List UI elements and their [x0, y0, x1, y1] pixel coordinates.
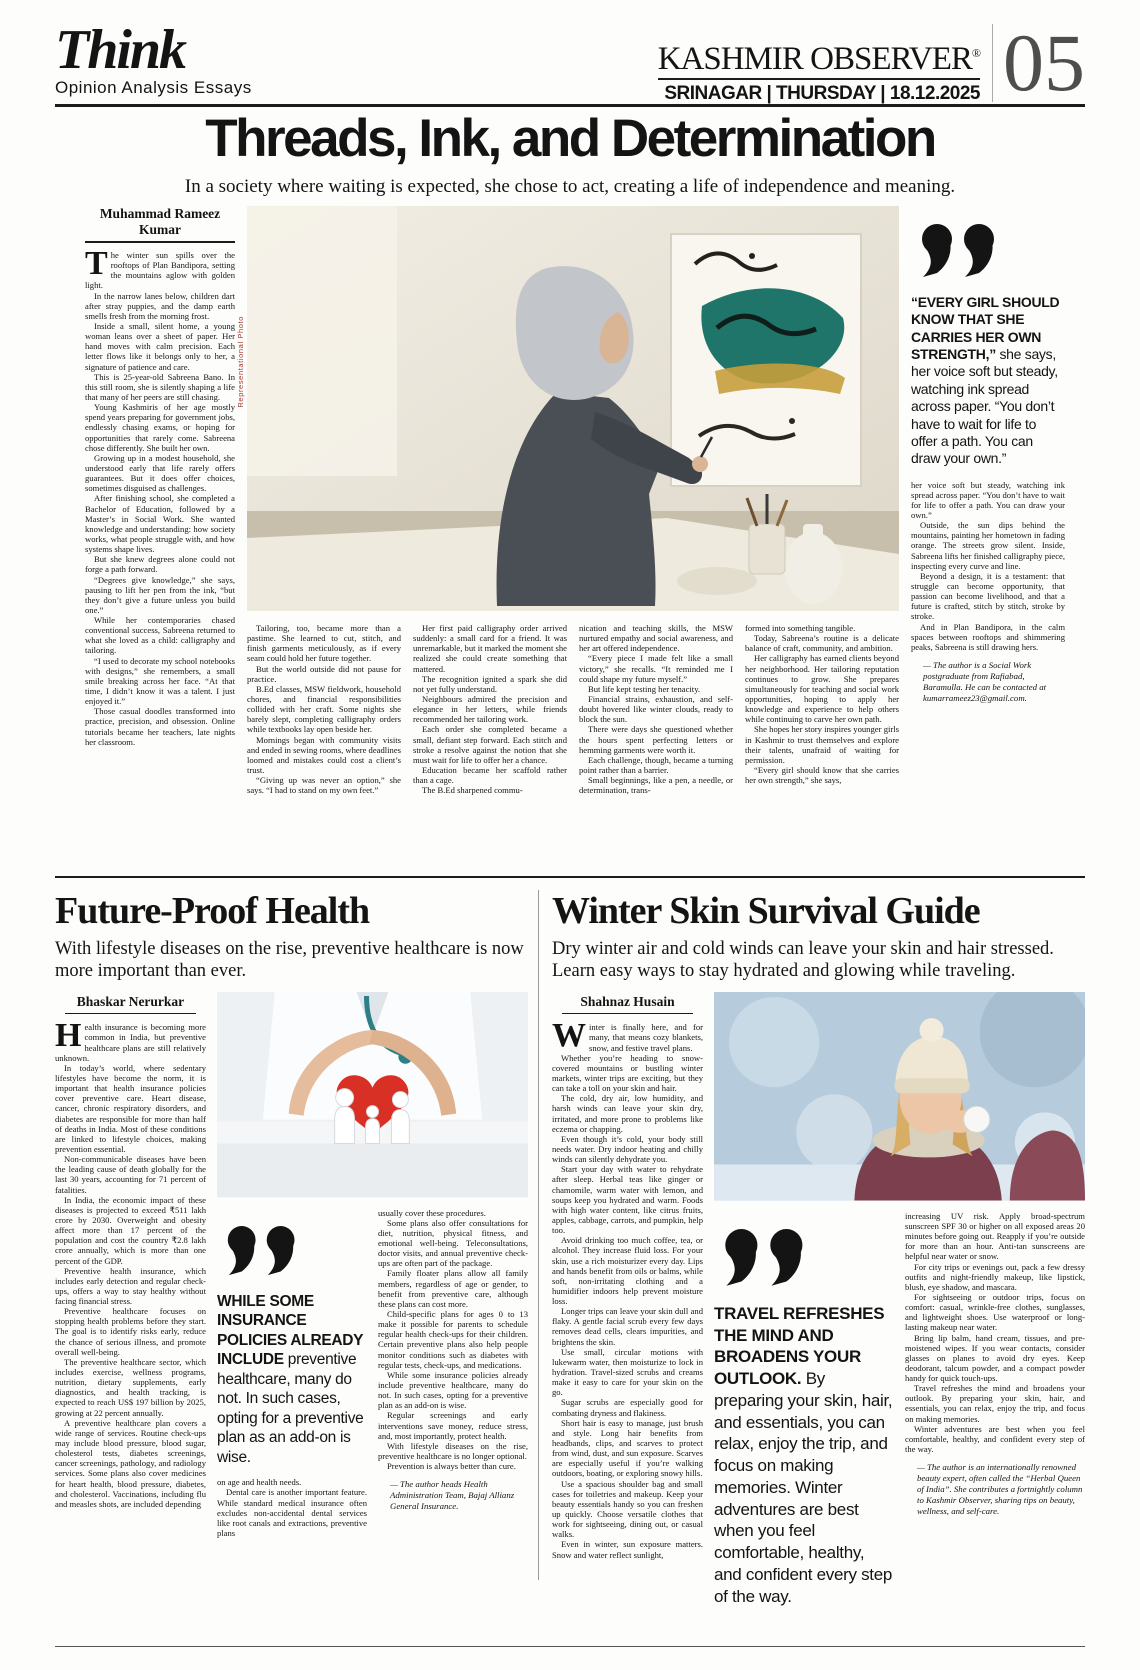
paragraph: But she knew degrees alone could not forge a path forward. — [85, 554, 235, 575]
dateline: SRINAGAR | THURSDAY | 18.12.2025 — [664, 83, 980, 104]
lead-headline: Threads, Ink, and Determination — [205, 109, 935, 168]
paragraph: While some insurance policies already include preventive healthcare, many do not. In such cases, opting for a preventive plan as an add-on is wise. — [378, 1369, 528, 1411]
lede-paragraph — [55, 1017, 206, 1063]
lede-text: inter is finally here, and for many, that means cozy blankets, snow, and festive travel plans. — [589, 1022, 703, 1053]
paragraph: Small beginnings, like a pen, a needle, or determination, trans- — [579, 775, 733, 796]
pull-quote-bold: TRAVEL REFRESHES THE MIND AND BROADENS YOUR OUTLOOK. — [714, 1303, 885, 1389]
health-column-1 — [55, 992, 206, 1538]
paragraph: Beyond a design, it is a testament: that struggle can become opportunity, that passion can become livelihood, and that a future is crafted, stitch by stitch, stroke by stroke. — [911, 570, 1065, 622]
paragraph: The recognition ignited a spark she did not yet fully understand. — [413, 673, 567, 694]
lead-column-1 — [85, 206, 235, 838]
paragraph: With lifestyle diseases on the rise, preventive healthcare is no longer optional. — [378, 1440, 528, 1461]
paragraph: Even in winter, sun exposure matters. Snow and water reflect sunlight, — [552, 1539, 703, 1560]
paragraph: For sightseeing or outdoor trips, focus on comfort: casual, wrinkle-free clothes, sunglasses, and lightweight shoes. Use waterproof or long-lasting makeup near water. — [905, 1291, 1085, 1333]
lead-column-5 — [745, 623, 899, 795]
health-photo-family-heart-hands — [217, 992, 528, 1197]
health-standfirst: With lifestyle diseases on the rise, preventive healthcare is now more important than ever. — [55, 938, 524, 982]
paragraph: “Giving up was never an option,” she says. “I had to stand on my own feet.” — [247, 775, 401, 796]
health-author-credit: — The author heads Health Administration Team, Bajaj Allianz General Insurance. — [390, 1479, 515, 1512]
paragraph: Longer trips can leave your skin dull and flaky. A gentle facial scrub every few days removes dead cells, clears impurities, and brightens the skin. — [552, 1306, 703, 1347]
paragraph: Family floater plans allow all family members, regardless of age or gender, to benefit from preventive care, although these plans can cost more. — [378, 1268, 528, 1309]
paragraph: Neighbours admired the precision and elegance in her letters, while friends recommended her tailoring work. — [413, 693, 567, 725]
paragraph: Bring lip balm, hand cream, tissues, and pre-moistened wipes. If you wear contacts, consider glasses on planes to avoid dry eyes. Keep deodorant, talcum powder, and a compact powder handy for quick touch-ups. — [905, 1332, 1085, 1384]
paragraph: Mornings began with community visits and ended in sewing rooms, where deadlines loomed and mistakes could cost a client’s trust. — [247, 734, 401, 775]
health-headline: Future-Proof Health — [55, 890, 370, 932]
paragraph: Each challenge, though, became a turning point rather than a barrier. — [579, 754, 733, 775]
paragraph: After finishing school, she completed a Bachelor of Education, followed by a Master’s in Social Work. She wanted knowledge and understanding: how society works, what people struggle with, and how systems shape lives. — [85, 493, 235, 555]
masthead-block — [657, 17, 1085, 108]
winter-column-3 — [905, 1211, 1085, 1608]
paragraph: Inside a small, silent home, a young woman leans over a sheet of paper. Her hand moves with calm precision. Each letter flows like it belongs only to her, a signature of patience and care. — [85, 320, 235, 372]
paragraph: Sugar scrubs are especially good for combating dryness and flakiness. — [552, 1397, 703, 1418]
paragraph: Her calligraphy has earned clients beyond her neighborhood. Her tailoring reputation continues to grow. She prepares simultaneously for teaching and social work opportunities, hoping to apply her knowledge and experience to help others while continuing to carve her own path. — [745, 653, 899, 725]
winter-headline: Winter Skin Survival Guide — [552, 890, 980, 932]
paragraph: Avoid drinking too much coffee, tea, or alcohol. They increase fluid loss. For your skin, use a rich moisturizer every day. Lips and hands benefit from oils or balms, while soft, non-irritating clothing and a humidifier indoors help prevent moisture loss. — [552, 1235, 703, 1307]
paragraph: Use a spacious shoulder bag and small cases for toiletries and makeup. Keep your beauty essentials handy so you can freshen up quickly. Choose versatile clothes that work for sightseeing, dining out, or casual walks. — [552, 1478, 703, 1540]
paragraph: Some plans also offer consultations for diet, nutrition, physical fitness, and emotional well-being. Teleconsultations, doctor visits, and annual preventive check-ups are often part of the package. — [378, 1217, 528, 1269]
paragraph: nication and teaching skills, the MSW nurtured empathy and social awareness, and her art offered independence. — [579, 623, 733, 654]
paragraph: Non-communicable diseases have been the leading cause of death globally for the last 30 years, accounting for 71 percent of fatalities. — [55, 1154, 206, 1195]
lead-column-2 — [247, 623, 401, 795]
lede-text: he winter sun spills over the rooftops of Plan Bandipora, setting the mountains aglow with golden light. — [85, 250, 235, 291]
paragraph: increasing UV risk. Apply broad-spectrum sunscreen SPF 30 or higher on all exposed areas 20 minutes before going out. Reapply if you’re outside for more than an hour. Anti-tan sunscreens are helpful near water or snow. — [905, 1210, 1085, 1262]
pull-quote-rest: preventive healthcare, many do not. In such cases, opting for a preventive plan as an add-on is wise. — [217, 1351, 364, 1466]
paragraph: Preventive healthcare focuses on stopping health problems before they start. The goal is to identify risks early, reduce the chance of serious illness, and promote overall well-being. — [55, 1306, 206, 1357]
health-column-3 — [378, 1208, 528, 1538]
paragraph: Even though it’s cold, your body still needs water. Dry indoor heating and chilly winds can silently dehydrate you. — [552, 1133, 703, 1165]
quote-marks-icon — [225, 1226, 301, 1278]
quote-marks-icon — [919, 224, 1001, 280]
winter-author-credit: — The author is an internationally renowned beauty expert, often called the “Herbal Queen of India”. She contributes a fortnightly column to Kashmir Observer, sharing tips on beauty, wellness, and self-care. — [917, 1462, 1083, 1517]
drop-cap: H — [55, 1017, 82, 1055]
winter-pull-quote — [714, 1303, 894, 1608]
paragraph: Use small, circular motions with lukewarm water, then moisturize to lock in hydration. Travel-sized scrubs and creams make it easy to care for your skin on the go. — [552, 1346, 703, 1398]
paper-name-text: KASHMIR OBSERVER — [657, 41, 972, 77]
paragraph: For city trips or evenings out, pack a few dressy outfits and night-friendly makeup, like lipstick, blush, eye shadow, and mascara. — [905, 1261, 1085, 1292]
masthead — [658, 36, 980, 105]
paragraph: B.Ed classes, MSW fieldwork, household chores, and financial responsibilities collided with her craft. Some nights she barely slept, completing calligraphy orders while textbooks lay open beside her. — [247, 683, 401, 735]
health-article — [55, 892, 528, 1538]
lead-rail-text — [911, 480, 1065, 652]
paragraph: “Every piece I made felt like a small victory,” she recalls. “It reminded me I could shape my future myself.” — [579, 653, 733, 684]
quote-marks-icon — [722, 1229, 810, 1289]
winter-standfirst: Dry winter air and cold winds can leave your skin and hair stressed. Learn easy ways to stay hydrated and glowing while traveling. — [552, 938, 1054, 982]
paragraph: Short hair is easy to manage, just brush and style. Long hair benefits from headbands, clips, and scarves to protect from wind, dust, and sun exposure. Scarves are especially useful if you’re walking outdoors, boating, or exploring snowy hills. — [552, 1417, 703, 1479]
winter-byline: Shahnaz Husain — [562, 994, 693, 1014]
winter-right-block — [714, 992, 1085, 1607]
health-right-block — [217, 992, 528, 1538]
lead-pull-quote-rail — [911, 206, 1065, 838]
paragraph: But the world outside did not pause for practice. — [247, 663, 401, 684]
lead-author-credit: — The author is a Social Work postgraduate from Rafiabad, Baramulla. He can be contacted at kumarrameez23@gmail.com. — [923, 659, 1047, 703]
paragraph: While her contemporaries chased conventional success, Sabreena returned to what she loved as a child: calligraphy and tailoring. — [85, 615, 235, 656]
lead-photo-calligraphy-woman — [247, 206, 899, 611]
pull-quote-bold: “EVERY GIRL SHOULD KNOW THAT SHE CARRIES HER OWN STRENGTH,” — [911, 294, 1060, 363]
page-bottom-rule — [55, 1646, 1085, 1647]
paragraph: Young Kashmiris of her age mostly spend years preparing for government jobs, endlessly chasing exams, or hoping for opportunities that rarely come. Sabreena chose differently. She built her own. — [85, 402, 235, 453]
lead-standfirst: In a society where waiting is expected, she chose to act, creating a life of independence and meaning. — [184, 176, 956, 197]
paragraph: Today, Sabreena’s routine is a delicate balance of craft, community, and ambition. — [745, 633, 899, 654]
lead-column-1-text — [85, 245, 235, 747]
paragraph: A preventive healthcare plan covers a wide range of services. Routine check-ups may include blood pressure, blood sugar, cholesterol tests, diabetes screenings, cancer screenings, pathology, and radiology services. Some plans also cover medicines for heart health, blood pressure, diabetes, and cholesterol. Vaccinations, including flu and measles shots, are included depending — [55, 1417, 206, 1509]
paragraph: Preventive health insurance, which includes early detection and regular check-ups, offers a way to stay healthy without facing financial stress. — [55, 1265, 206, 1307]
winter-quote-column — [714, 1211, 894, 1608]
paragraph: “Every girl should know that she carries her own strength,” she says, — [745, 764, 899, 786]
paragraph: Regular screenings and early interventions save money, reduce stress, and, most importantly, protect health. — [378, 1410, 528, 1441]
paragraph: Travel refreshes the mind and broadens your outlook. By preparing your skin, hair, and essentials, you can relax, enjoy the trip, and focus on making memories. — [905, 1383, 1085, 1424]
lead-column-3 — [413, 623, 567, 795]
lead-column-4 — [579, 623, 733, 795]
paragraph: Dental care is another important feature. While standard medical insurance often excludes non-accidental dental services like root canals and extractions, preventive plans — [217, 1487, 367, 1538]
paragraph: In today’s world, where sedentary lifestyles have become the norm, it is important that health insurance policies cover preventive care. Heart disease, cancer, chronic respiratory disorders, and diabetes are responsible for more than half of deaths in India. Most of these conditions are linked to lifestyle choices, making prevention essential. — [55, 1062, 206, 1154]
paragraph: Education became her scaffold rather than a cage. — [413, 764, 567, 786]
page-number: 05 — [992, 24, 1085, 102]
health-byline: Bhaskar Nerurkar — [65, 994, 196, 1014]
lead-lower-columns — [247, 623, 899, 795]
section-logo-block — [55, 19, 252, 104]
paragraph: In the narrow lanes below, children dart after stray puppies, and the damp earth smells fresh from the morning frost. — [85, 290, 235, 321]
lead-pull-quote — [911, 294, 1065, 468]
paragraph: usually cover these procedures. — [378, 1207, 486, 1218]
lede-paragraph — [552, 1017, 703, 1055]
vertical-divider-rule — [538, 890, 539, 1580]
paragraph: Child-specific plans for ages 0 to 13 make it possible for parents to schedule regular health check-ups for their children. Certain preventive plans also help people monitor conditions such as diabetes with regular tests, check-ups, and medications. — [378, 1309, 528, 1370]
paragraph: Each order she completed became a small, defiant step forward. Each stitch and stroke a resolve against the notion that she must wait for life to offer her a chance. — [413, 724, 567, 765]
paragraph: Winter adventures are best when you feel comfortable, healthy, and confident every step of the way. — [905, 1423, 1085, 1455]
paragraph: The preventive healthcare sector, which includes exercise, wellness programs, nutrition, dietary supplements, early diagnostics, and health tracking, is expected to reach US$ 197 billion by 2025, growing at 22 percent annually. — [55, 1356, 206, 1418]
paragraph: Financial strains, exhaustion, and self-doubt hovered like winter clouds, ready to block the sun. — [579, 693, 733, 725]
photo-credit: Representational Photo — [236, 316, 245, 408]
paragraph: There were days she questioned whether the hours spent perfecting letters or hemming garments were worth it. — [579, 724, 733, 755]
paragraph: The cold, dry air, low humidity, and harsh winds can leave your skin dry, irritated, and more prone to problems like eczema or chapping. — [552, 1093, 703, 1134]
lead-article-body — [85, 206, 1065, 838]
paragraph: This is 25-year-old Sabreena Bano. In this still room, she is silently shaping a life that many of her peers are still chasing. — [85, 371, 235, 402]
paragraph: on age and health needs. — [217, 1477, 302, 1488]
paragraph: her voice soft but steady, watching ink spread across paper. “You don’t have to wait for life to offer a path. You can draw your own.” — [911, 479, 1065, 521]
winter-column-1 — [552, 992, 703, 1607]
paragraph: “I used to decorate my school notebooks with designs,” she remembers, a small smile breaking across her face. “At that time, I didn’t know it was a talent. I just enjoyed it.” — [85, 655, 235, 707]
paragraph: Prevention is always better than cure. — [387, 1461, 516, 1472]
lead-byline: Muhammad Rameez Kumar — [85, 206, 235, 243]
paragraph: In India, the economic impact of these diseases is projected to exceed ₹511 lakh crore by 2030. Overweight and obesity affect more than 17 percent of the population and cost the country ₹2.8 lakh crore annually, which is more than one percent of the GDP. — [55, 1194, 206, 1266]
paragraph: And in Plan Bandipora, in the calm spaces between rooftops and shimmering peaks, Sabreena is still drawing hers. — [911, 621, 1065, 652]
winter-photo-woman-beanie — [714, 992, 1085, 1201]
pull-quote-bold: WHILE SOME INSURANCE POLICIES ALREADY INCLUDE — [217, 1292, 363, 1369]
winter-article — [552, 892, 1085, 1607]
paragraph: The B.Ed sharpened commu- — [422, 785, 523, 796]
paragraph: Her first paid calligraphy order arrived suddenly: a small card for a friend. It was unremarkable, but it marked the moment she realized she could create something that mattered. — [413, 623, 567, 674]
paper-name — [658, 36, 980, 80]
paragraph: Growing up in a modest household, she understood early that life rarely offers guarantees. But it does offer choices, sometimes disguised as challenges. — [85, 452, 235, 494]
page-header — [55, 17, 1085, 108]
paragraph: Tailoring, too, became more than a pastime. She learned to cut, stitch, and finish garments meticulously, as if every seam could hold her future together. — [247, 623, 401, 664]
section-logo: Think — [55, 19, 186, 81]
paragraph: “Degrees give knowledge,” she says, pausing to lift her pen from the ink, “but they don’t give a future unless you build one.” — [85, 574, 235, 615]
registered-mark: ® — [971, 46, 980, 60]
paragraph: Whether you’re heading to snow-covered mountains or bustling winter markets, winter trips are exciting, but they can take a toll on your skin and hair. — [552, 1052, 703, 1094]
paragraph: Start your day with water to rehydrate after sleep. Herbal teas like ginger or chamomile, warm water with lemon, and soups keep you hydrated and warm. Foods with high water content, like citrus fruits, apples, cabbage, carrots, and pumpkin, help too. — [552, 1164, 703, 1236]
drop-cap: T — [85, 245, 108, 282]
paragraph: formed into something tangible. — [745, 623, 856, 633]
paragraph: Those casual doodles transformed into practice, precision, and obsession. Online tutorials became her teachers, late nights her classroom. — [85, 706, 235, 747]
drop-cap: W — [552, 1017, 586, 1055]
paragraph: But life kept testing her tenacity. — [588, 683, 701, 694]
section-tagline: Opinion Analysis Essays — [55, 78, 252, 97]
lede-paragraph — [85, 245, 235, 291]
health-quote-column — [217, 1208, 367, 1538]
paragraph: Outside, the sun dips behind the mountains, painting her hometown in fading orange. The streets grow silent. Inside, Sabreena lifts her finished calligraphy piece, inspecting every curve and line. — [911, 520, 1065, 571]
pull-quote-rest: she says, her voice soft but steady, watching ink spread across paper. “You don’t have to wait for life to offer a path. You can draw your own.” — [911, 346, 1058, 467]
paragraph: She hopes her story inspires younger girls in Kashmir to trust themselves and explore their talents, unafraid of waiting for permission. — [745, 724, 899, 765]
health-column-2-text — [217, 1477, 367, 1538]
lead-photo-and-columns — [236, 206, 899, 838]
lede-text: ealth insurance is becoming more common in India, but preventive healthcare plans are still relatively unknown. — [55, 1022, 206, 1063]
pull-quote-rest: By preparing your skin, hair, and essentials, you can relax, enjoy the trip, and focus on making memories. Winter adventures are best when you feel comfortable, healthy, and confident every step of the way. — [714, 1369, 893, 1606]
section-divider-rule — [55, 876, 1085, 878]
health-pull-quote — [217, 1292, 367, 1468]
